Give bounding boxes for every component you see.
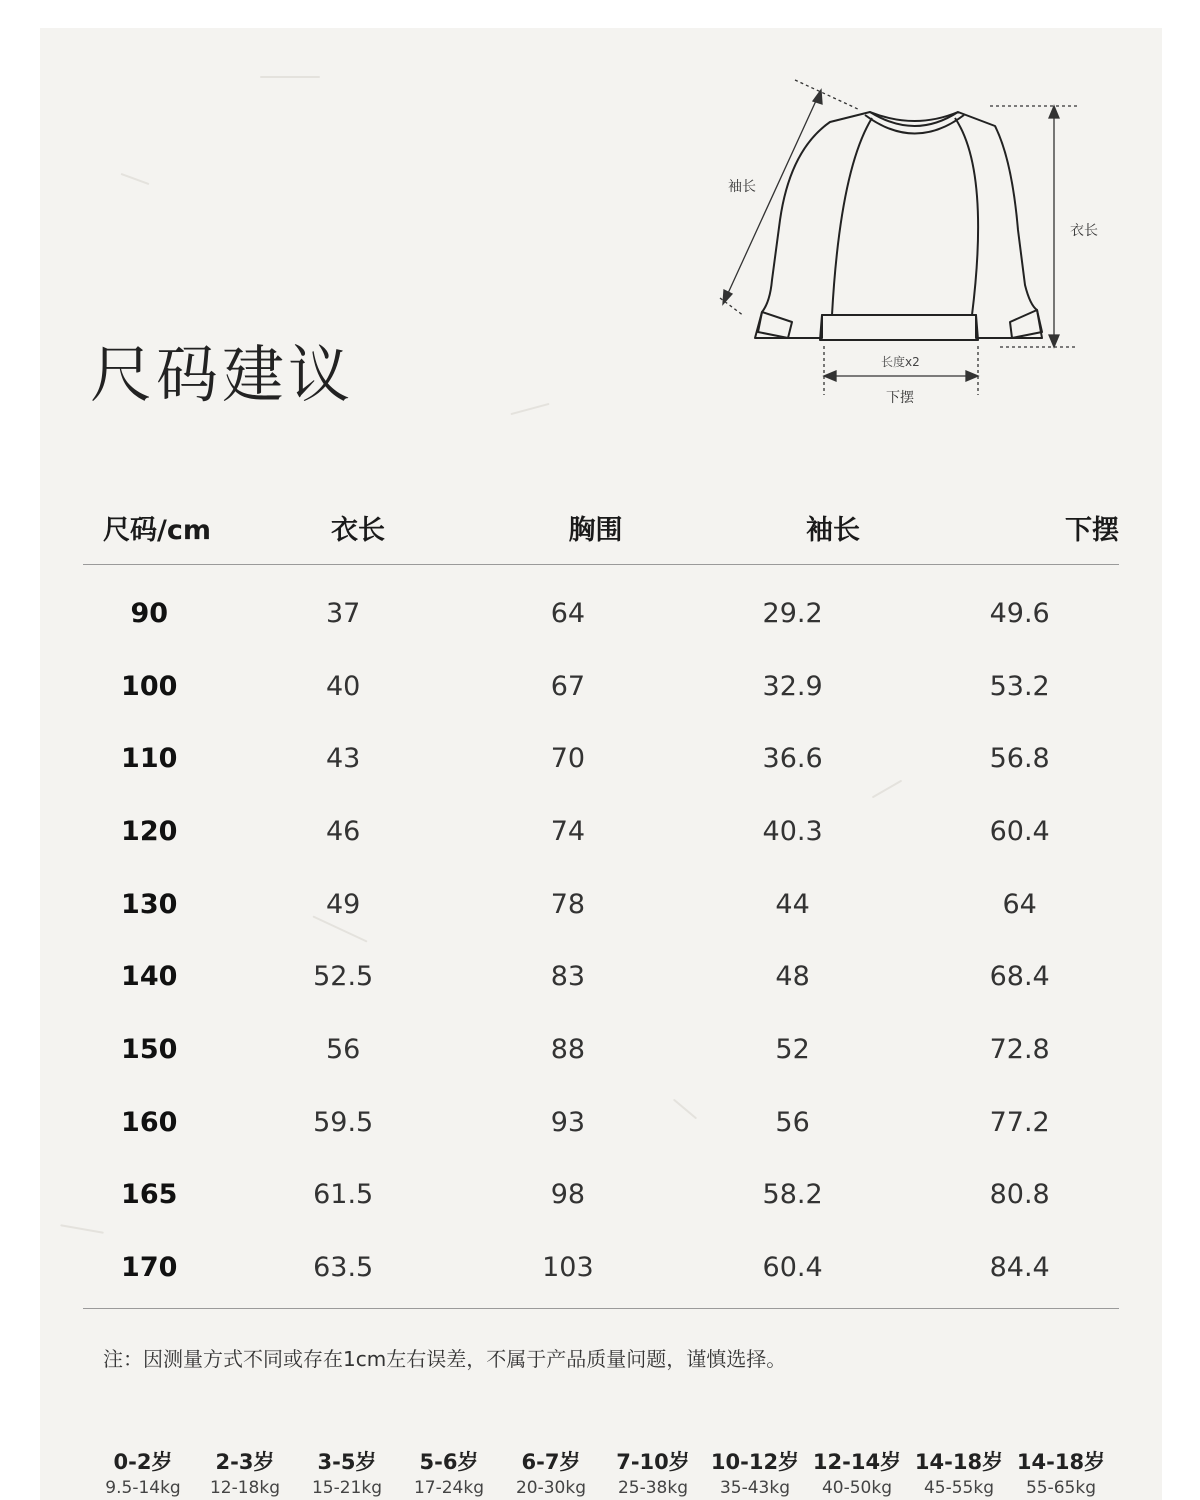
table-row	[83, 577, 1119, 650]
measurement-cell: 49.6	[989, 597, 1050, 629]
table-row	[83, 1086, 1119, 1159]
measurement-cell: 48	[775, 961, 810, 993]
weight-range: 15-21kg	[311, 1478, 383, 1498]
measurement-cell: 52.5	[313, 961, 374, 993]
size-cell: 100	[121, 670, 178, 702]
weight-range: 25-38kg	[617, 1478, 689, 1498]
body-length-label: 衣长	[1070, 223, 1098, 239]
table-row	[83, 650, 1119, 723]
measurement-cell: 46	[326, 815, 361, 847]
measurement-cell: 59.5	[313, 1106, 374, 1138]
header-hem: 下摆	[1065, 514, 1119, 546]
paper-fiber	[121, 173, 150, 185]
size-cell: 150	[121, 1033, 178, 1065]
table-row	[83, 1231, 1119, 1304]
size-cell: 90	[130, 597, 169, 629]
size-cell: 120	[121, 815, 178, 847]
measurement-cell: 40	[326, 670, 361, 702]
size-cell: 110	[121, 743, 178, 775]
measurement-cell: 68.4	[989, 961, 1050, 993]
age-guide-item	[194, 1446, 296, 1498]
age-guide-item	[398, 1446, 500, 1498]
measurement-cell: 56.8	[989, 743, 1050, 775]
table-row	[83, 1013, 1119, 1086]
measurement-cell: 32.9	[762, 670, 823, 702]
age-guide-item	[908, 1446, 1010, 1498]
table-header-row	[83, 490, 1119, 565]
measurement-cell: 80.8	[989, 1179, 1050, 1211]
measurement-note: 注：因测量方式不同或存在1cm左右误差，不属于产品质量问题，谨慎选择。	[103, 1347, 787, 1371]
size-cell: 170	[121, 1252, 178, 1284]
header-chest: 胸围	[568, 514, 623, 546]
age-guide-item	[602, 1446, 704, 1498]
measurement-cell: 88	[550, 1033, 586, 1065]
page-title: 尺码建议	[90, 338, 355, 411]
age-guide-item	[92, 1446, 194, 1498]
measurement-cell: 44	[775, 888, 810, 920]
measurement-cell: 72.8	[989, 1033, 1050, 1065]
age-guide-item	[1010, 1446, 1112, 1498]
hem-label: 下摆	[886, 390, 914, 406]
measurement-cell: 43	[326, 743, 361, 775]
age-range: 14-18岁	[914, 1450, 1004, 1474]
age-guide-item	[806, 1446, 908, 1498]
age-range: 6-7岁	[521, 1450, 581, 1474]
measurement-cell: 56	[775, 1106, 810, 1138]
table-row	[83, 722, 1119, 795]
age-guide-item	[704, 1446, 806, 1498]
hem-width-label: 长度x2	[881, 355, 920, 369]
measurement-cell: 56	[326, 1033, 361, 1065]
measurement-cell: 60.4	[989, 815, 1050, 847]
age-guide-item	[296, 1446, 398, 1498]
age-range: 2-3岁	[215, 1450, 275, 1474]
measurement-cell: 63.5	[313, 1252, 374, 1284]
measurement-cell: 98	[550, 1179, 586, 1211]
measurement-cell: 77.2	[989, 1106, 1050, 1138]
measurement-cell: 53.2	[989, 670, 1050, 702]
age-range: 3-5岁	[317, 1450, 377, 1474]
measurement-cell: 64	[1002, 888, 1037, 920]
measurement-cell: 83	[550, 961, 586, 993]
measurement-cell: 37	[326, 597, 361, 629]
size-cell: 130	[121, 888, 178, 920]
weight-range: 12-18kg	[209, 1478, 281, 1498]
measurement-cell: 52	[775, 1033, 810, 1065]
table-body	[83, 565, 1119, 1309]
measurement-cell: 36.6	[762, 743, 823, 775]
age-range: 14-18岁	[1016, 1450, 1106, 1474]
measurement-cell: 78	[550, 888, 586, 920]
table-row	[83, 940, 1119, 1013]
weight-range: 35-43kg	[719, 1478, 791, 1498]
weight-range: 40-50kg	[821, 1478, 893, 1498]
age-range: 10-12岁	[710, 1450, 800, 1474]
header-sleeve-length: 袖长	[806, 514, 860, 546]
size-cell: 160	[121, 1106, 178, 1138]
measurement-cell: 84.4	[989, 1252, 1050, 1284]
age-guide-item	[500, 1446, 602, 1498]
measurement-cell: 74	[550, 815, 586, 847]
measurement-cell: 64	[550, 597, 586, 629]
weight-range: 20-30kg	[515, 1478, 587, 1498]
age-range: 12-14岁	[812, 1450, 902, 1474]
paper-fiber	[510, 403, 549, 415]
measurement-cell: 49	[326, 888, 361, 920]
measurement-cell: 103	[542, 1252, 594, 1284]
measurement-cell: 58.2	[762, 1179, 823, 1211]
measurement-cell: 29.2	[762, 597, 823, 629]
measurement-cell: 40.3	[762, 815, 823, 847]
measurement-cell: 67	[550, 670, 586, 702]
measurement-cell: 60.4	[762, 1252, 823, 1284]
size-table	[83, 490, 1119, 1309]
age-range: 5-6岁	[419, 1450, 479, 1474]
table-row	[83, 1159, 1119, 1232]
weight-range: 9.5-14kg	[105, 1478, 181, 1498]
table-row	[83, 795, 1119, 868]
measurement-cell: 70	[550, 743, 586, 775]
size-cell: 140	[121, 961, 178, 993]
header-body-length: 衣长	[331, 514, 385, 546]
sweatshirt-diagram	[700, 70, 1120, 420]
age-weight-guide	[92, 1446, 1112, 1498]
weight-range: 17-24kg	[413, 1478, 485, 1498]
weight-range: 55-65kg	[1025, 1478, 1097, 1498]
paper-fiber	[260, 76, 320, 78]
size-cell: 165	[121, 1179, 178, 1211]
header-size: 尺码/cm	[103, 514, 211, 546]
weight-range: 45-55kg	[923, 1478, 995, 1498]
sleeve-length-label: 袖长	[728, 179, 756, 195]
age-range: 7-10岁	[616, 1450, 690, 1474]
table-row	[83, 868, 1119, 941]
measurement-cell: 61.5	[313, 1179, 374, 1211]
measurement-cell: 93	[550, 1106, 586, 1138]
age-range: 0-2岁	[113, 1450, 173, 1474]
